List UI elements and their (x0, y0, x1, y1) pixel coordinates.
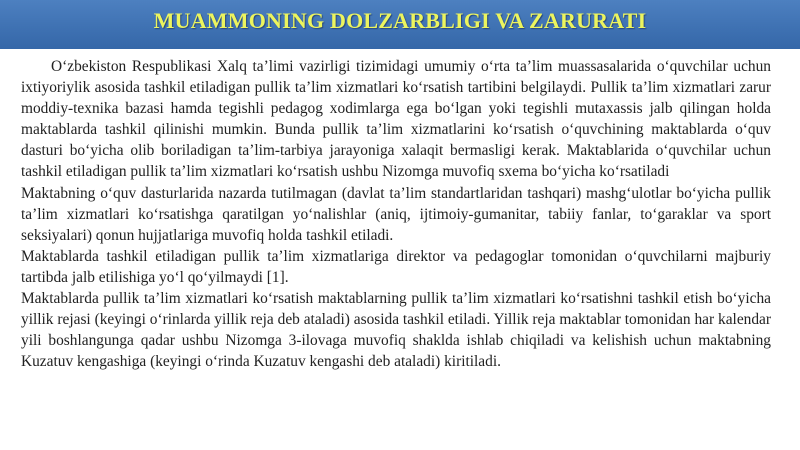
paragraph-intro: O‘zbekiston Respublikasi Xalq ta’limi vazirligi tizimidagi umumiy o‘rta ta’lim muassasalarida o‘quvchilar uchun ixtiyoriylik asosida tashkil etiladigan pullik ta’lim xizmatlari ko‘rsatish tartibini belgilaydi. Pullik ta’lim xizmatlari zarur moddiy-texnika bazasi hamda tegishli pedagog xodimlarga ega bo‘lgan yoki tegishli mutaxassis jalb qilingan holda maktablarda tashkil qilinishi mumkin. Bunda pullik ta’lim xizmatlarini ko‘rsatish o‘quvchining maktablarda o‘quv dasturi bo‘yicha olib boriladigan ta’lim-tarbiya jarayoniga xalaqit bermasligi kerak. Maktablarida o‘quvchilar uchun tashkil etiladigan pullik ta’lim xizmatlari ko‘rsatish ushbu Nizomga muvofiq sxema bo‘yicha ko‘rsatiladi (21, 58, 771, 181)
paragraph-voluntary: Maktablarda tashkil etiladigan pullik ta’lim xizmatlariga direktor va pedagoglar tomonidan o‘quvchilarni majburiy tartibda jalb etilishiga yo‘l qo‘yilmaydi [1]. (21, 247, 771, 286)
paragraph-curriculum: Maktabning o‘quv dasturlarida nazarda tutilmagan (davlat ta’lim standartlaridan tashqari) mashg‘ulotlar bo‘yicha pullik ta’lim xizmatlari ko‘rsatishga qaratilgan yo‘nalishlar (aniq, ijtimoiy-gumanitar, tabiiy fanlar, to‘garaklar va sport seksiyalari) qonun hujjatlariga muvofiq holda tashkil etiladi. (21, 184, 771, 244)
paragraph-annual-plan: Maktablarda pullik ta’lim xizmatlari ko‘rsatish maktablarning pullik ta’lim xizmatlari ko‘rsatishni tashkil etish bo‘yicha yillik rejasi (keyingi o‘rinlarda yillik reja deb ataladi) asosida tashkil etiladi. Yillik reja maktablar tomonidan har kalendar yili boshlangunga qadar ushbu Nizomga 3-ilovaga muvofiq shaklda ishlab chiqiladi va kelishish uchun maktabning Kuzatuv kengashiga (keyingi o‘rinda Kuzatuv kengashi deb ataladi) kiritiladi. (21, 290, 771, 371)
slide-title: MUAMMONING DOLZARBLIGI VA ZARURATI (153, 8, 647, 33)
slide-body (21, 56, 771, 372)
title-bar (0, 0, 800, 49)
